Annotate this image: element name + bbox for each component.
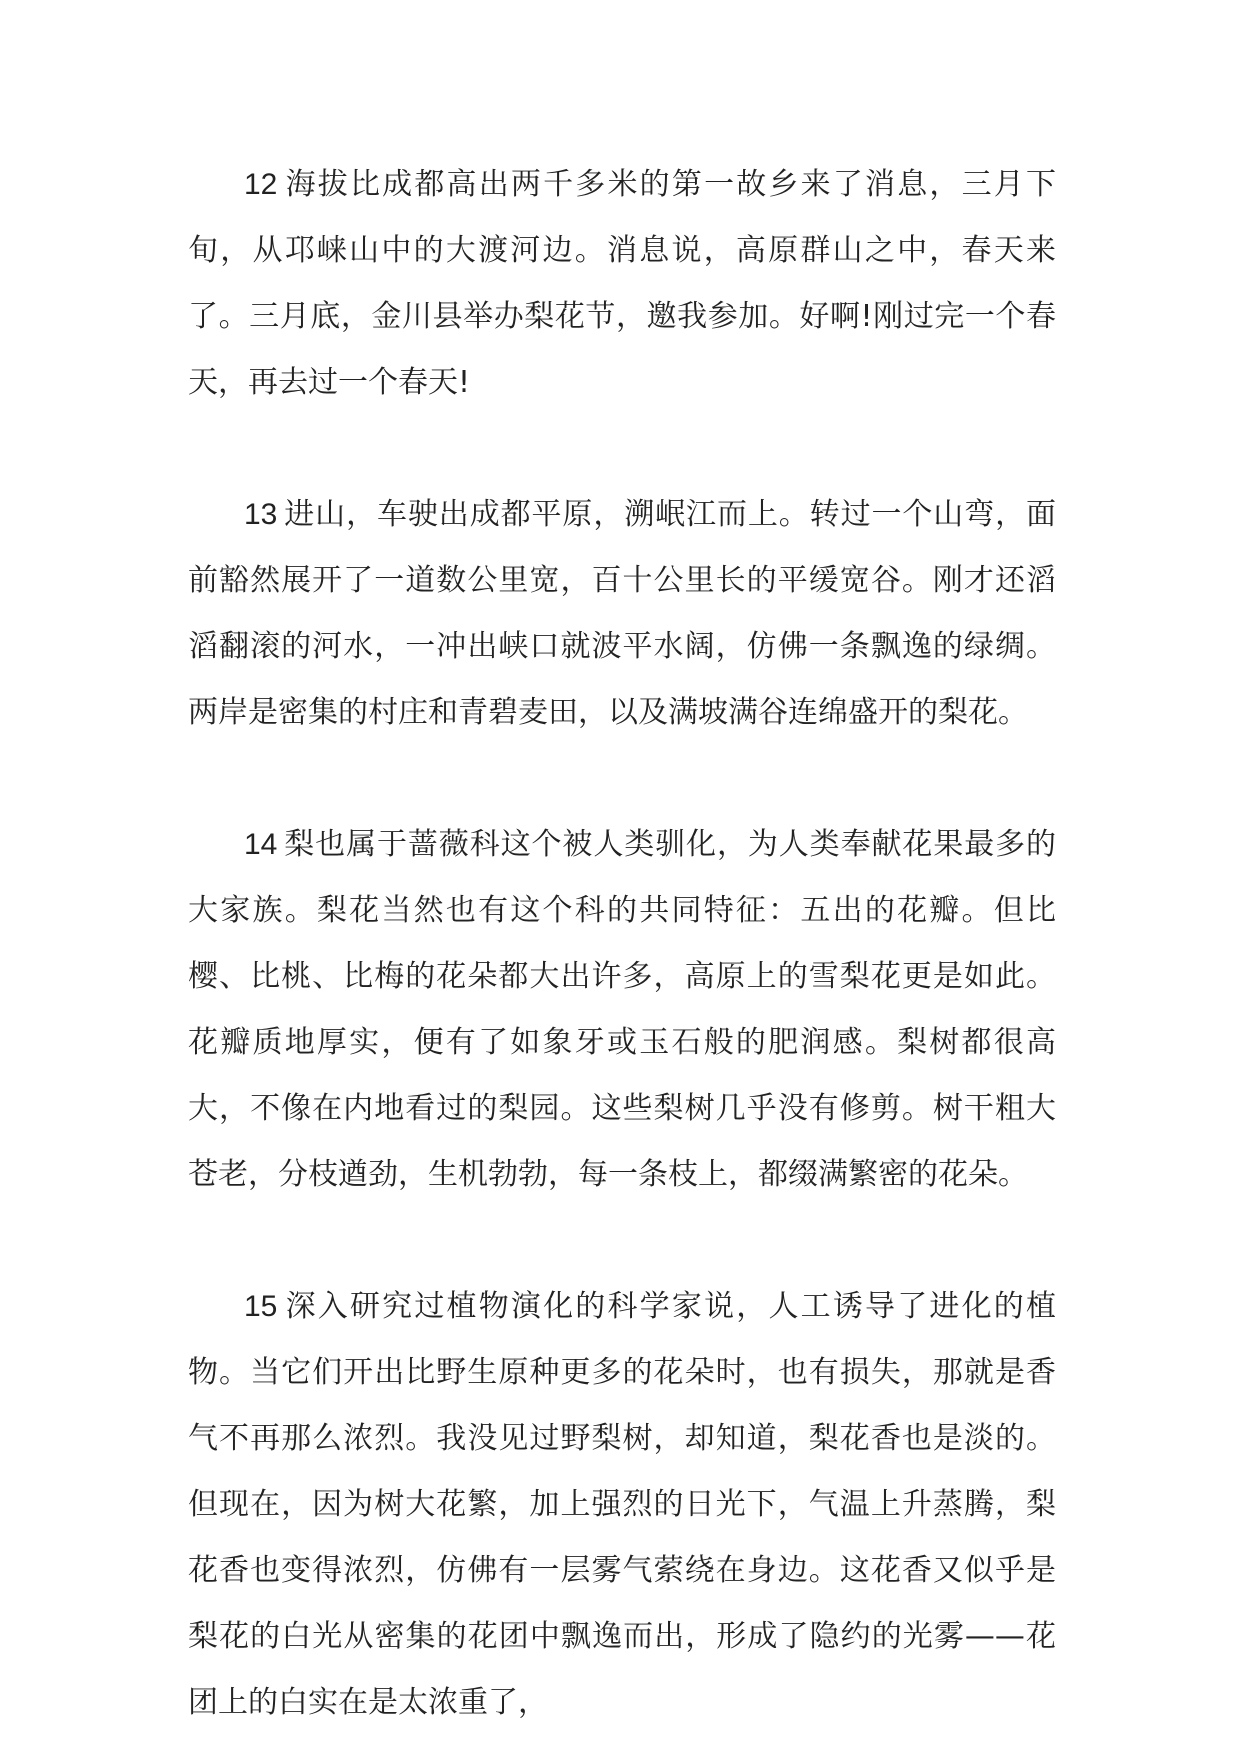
- paragraph-text: 梨也属于蔷薇科这个被人类驯化，为人类奉献花果最多的大家族。梨花当然也有这个科的共同特征：五出的花瓣。但比樱、比桃、比梅的花朵都大出许多，高原上的雪梨花更是如此。花瓣质地厚实，便有了如象牙或玉石般的肥润感。梨树都很高大，不像在内地看过的梨园。这些梨树几乎没有修剪。树干粗大苍老，分枝遒劲，生机勃勃，每一条枝上，都缀满繁密的花朵。: [188, 827, 1056, 1192]
- paragraph-14: [188, 812, 1056, 1208]
- paragraph-number: 12: [244, 168, 278, 201]
- paragraph-text: 深入研究过植物演化的科学家说，人工诱导了进化的植物。当它们开出比野生原种更多的花朵时，也有损失，那就是香气不再那么浓烈。我没见过野梨树，却知道，梨花香也是淡的。但现在，因为树大花繁，加上强烈的日光下，气温上升蒸腾，梨花香也变得浓烈，仿佛有一层雾气萦绕在身边。这花香又似乎是梨花的白光从密集的花团中飘逸而出，形成了隐约的光雾——花团上的白实在是太浓重了，: [188, 1289, 1056, 1720]
- paragraph-text: 海拔比成都高出两千多米的第一故乡来了消息，三月下旬，从邛崃山中的大渡河边。消息说，高原群山之中，春天来了。三月底，金川县举办梨花节，邀我参加。好啊!刚过完一个春天，再去过一个春天!: [188, 167, 1056, 400]
- paragraph-number: 15: [244, 1290, 278, 1323]
- document-body: [188, 152, 1056, 1736]
- paragraph-number: 13: [244, 498, 278, 531]
- paragraph-15: [188, 1274, 1056, 1736]
- paragraph-text: 进山，车驶出成都平原，溯岷江而上。转过一个山弯，面前豁然展开了一道数公里宽，百十公里长的平缓宽谷。刚才还滔滔翻滚的河水，一冲出峡口就波平水阔，仿佛一条飘逸的绿绸。两岸是密集的村庄和青碧麦田，以及满坡满谷连绵盛开的梨花。: [188, 497, 1056, 730]
- paragraph-13: [188, 482, 1056, 746]
- paragraph-number: 14: [244, 828, 278, 861]
- paragraph-12: [188, 152, 1056, 416]
